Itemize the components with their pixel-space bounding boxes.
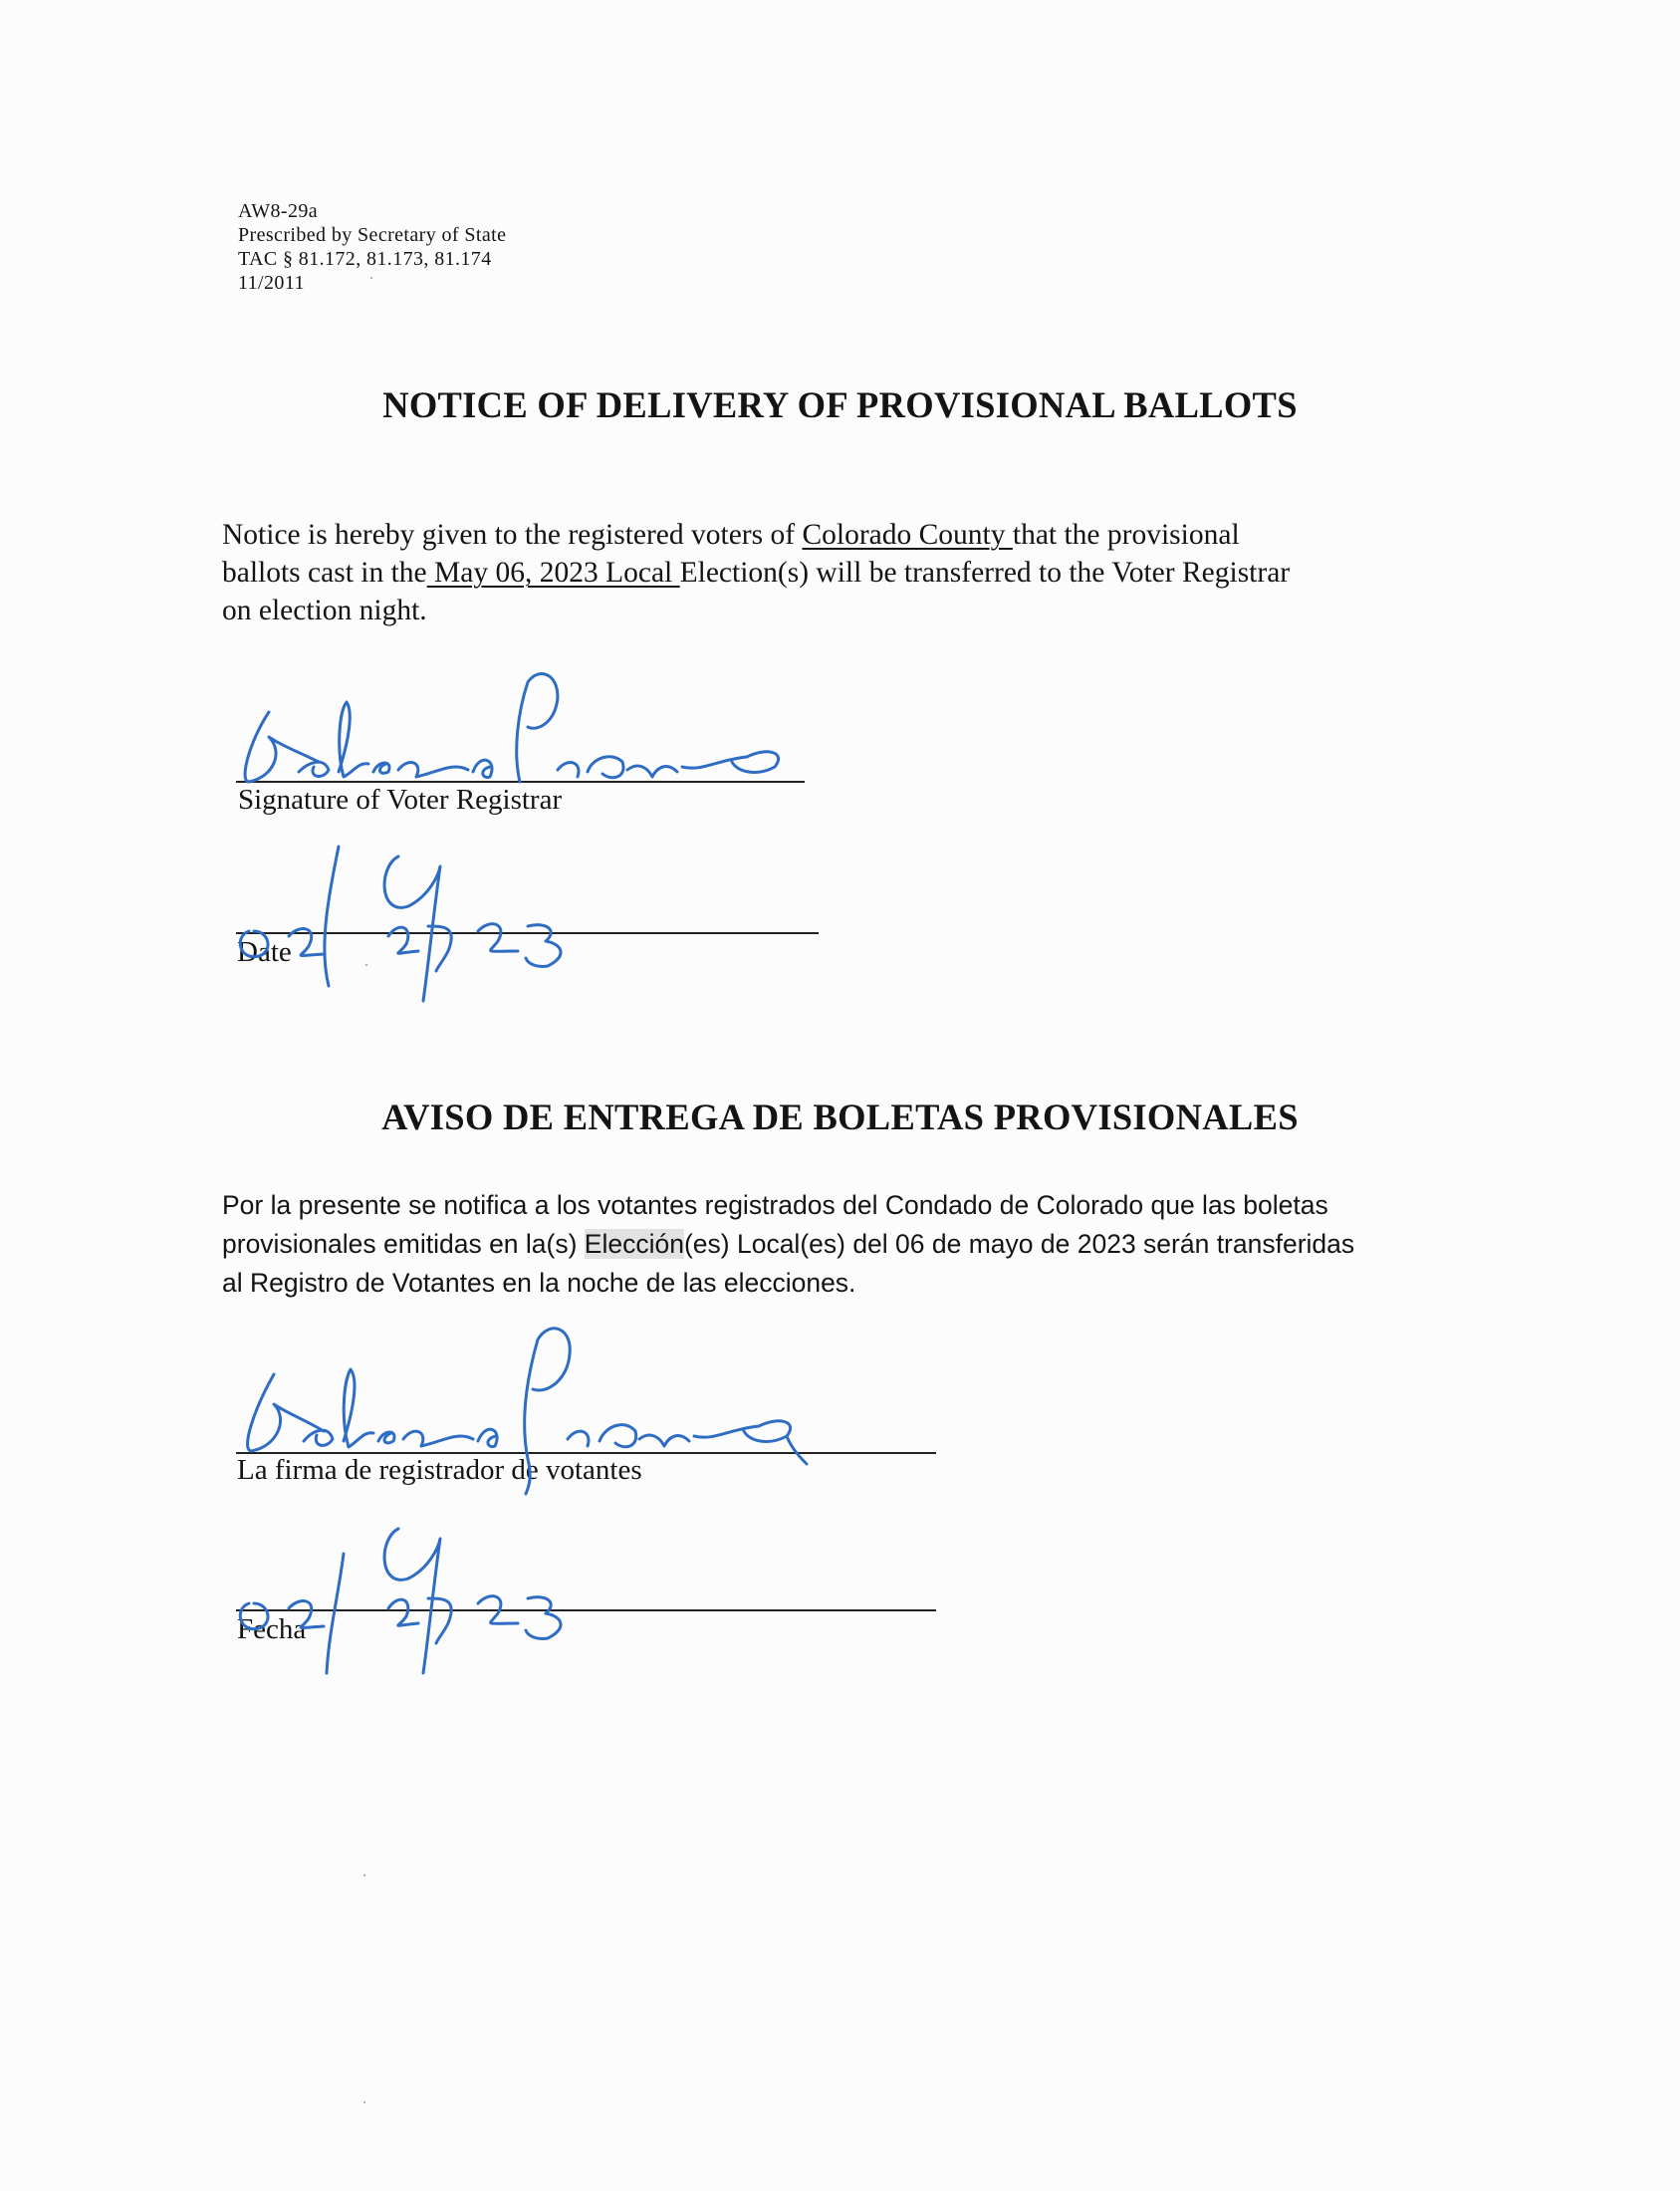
form-number: AW8-29a — [238, 200, 319, 222]
date-label-en: Date — [237, 936, 292, 968]
spanish-notice-line-2: provisionales emitidas en la(s) Elección(es) Local(es) del 06 de mayo de 2023 serán transferidas — [222, 1229, 1355, 1259]
spanish-notice-paragraph — [222, 1186, 1457, 1303]
handwritten-signature-es — [229, 1320, 846, 1489]
english-title: NOTICE OF DELIVERY OF PROVISIONAL BALLOTS — [382, 384, 1298, 425]
scan-speck — [370, 277, 372, 279]
english-notice-paragraph — [222, 516, 1457, 629]
handwritten-date-en — [229, 827, 607, 1006]
english-notice-line-2: ballots cast in the May 06, 2023 Local Election(s) will be transferred to the Voter Registrar — [222, 557, 1291, 589]
scan-speck — [365, 964, 367, 966]
prescribed-by: Prescribed by Secretary of State — [238, 224, 507, 246]
handwritten-date-es — [229, 1504, 607, 1683]
english-notice-line-1: Notice is hereby given to the registered voters of Colorado County that the provisional — [222, 519, 1240, 551]
form-header — [238, 199, 506, 295]
signature-label-en: Signature of Voter Registrar — [238, 784, 563, 816]
signature-label-es: La firma de registrador de votantes — [237, 1454, 642, 1486]
scan-speck — [363, 2101, 365, 2103]
date-label-es: Fecha — [237, 1613, 307, 1645]
election-blank: May 06, 2023 Local — [426, 557, 680, 589]
spanish-notice-line-3: al Registro de Votantes en la noche de las elecciones. — [222, 1268, 856, 1298]
handwritten-signature-en — [229, 652, 807, 812]
english-notice-line-3: on election night. — [222, 595, 427, 626]
spanish-title: AVISO DE ENTREGA DE BOLETAS PROVISIONALES — [381, 1096, 1299, 1137]
form-date: 11/2011 — [238, 272, 305, 294]
scan-speck — [363, 1874, 365, 1876]
county-blank: Colorado County — [802, 519, 1013, 551]
tac-reference: TAC § 81.172, 81.173, 81.174 — [238, 248, 492, 270]
spanish-notice-line-1: Por la presente se notifica a los votantes registrados del Condado de Colorado que las boletas — [222, 1190, 1328, 1220]
